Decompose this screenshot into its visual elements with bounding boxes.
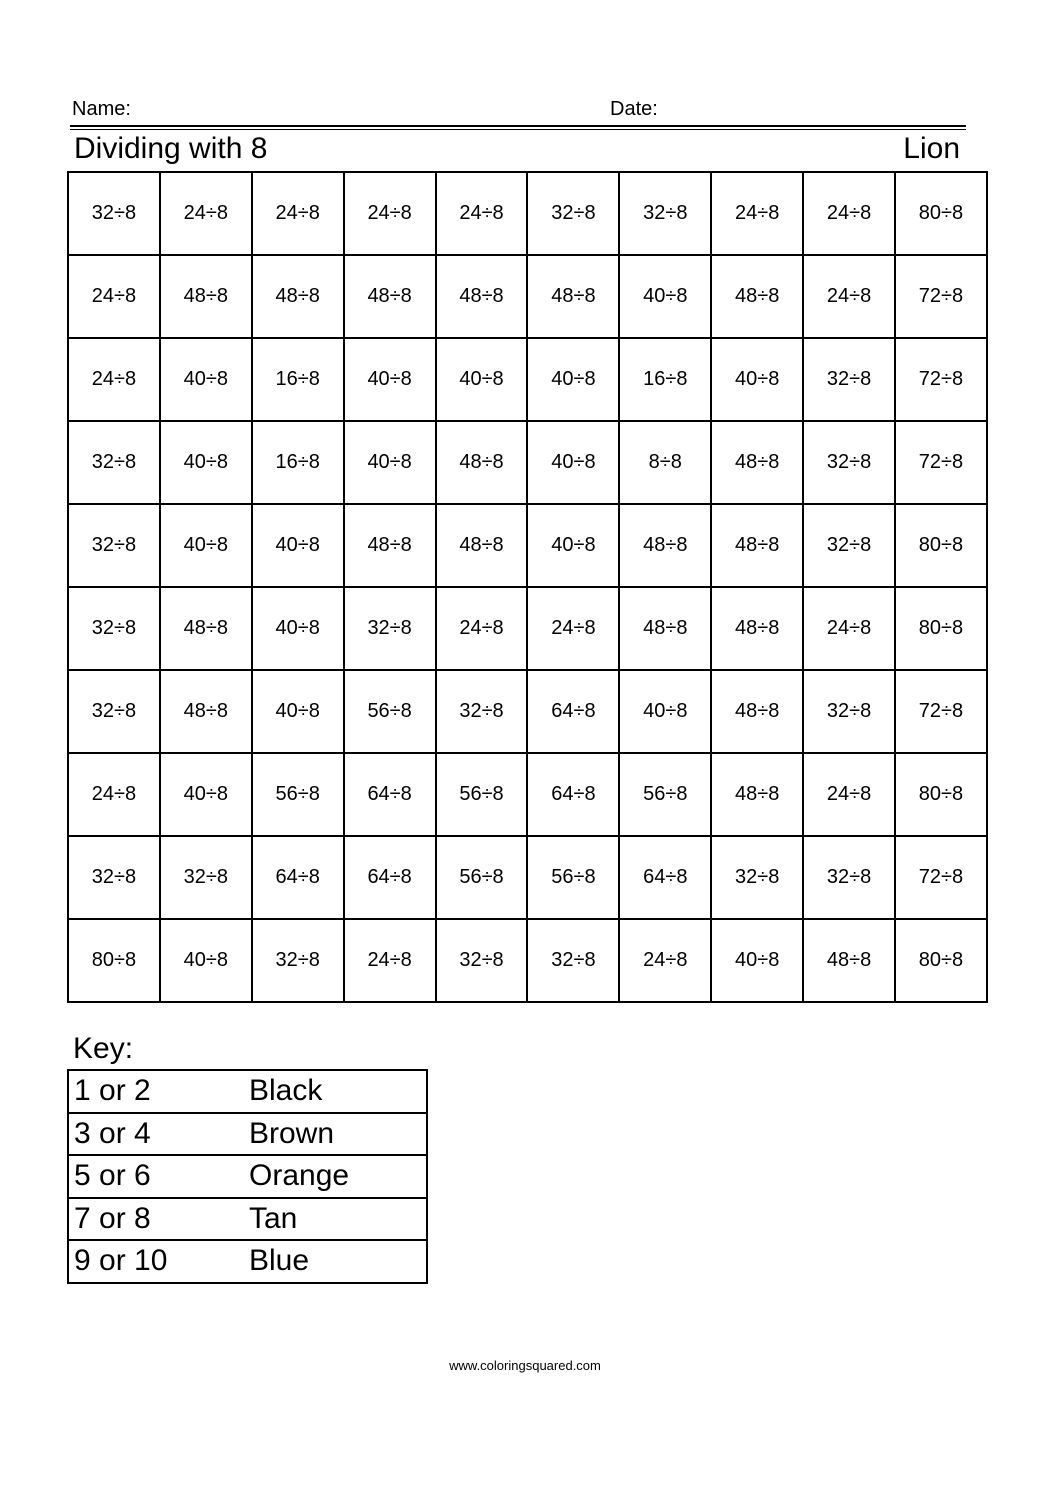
grid-cell: 48÷8: [160, 255, 252, 338]
grid-cell: 64÷8: [344, 836, 436, 919]
key-color: Brown: [249, 1113, 427, 1156]
grid-cell: 56÷8: [436, 753, 528, 836]
date-label: Date:: [610, 98, 658, 120]
grid-cell: 72÷8: [895, 255, 987, 338]
grid-cell: 80÷8: [895, 504, 987, 587]
grid-cell: 48÷8: [711, 421, 803, 504]
grid-cell: 48÷8: [619, 504, 711, 587]
grid-cell: 40÷8: [711, 338, 803, 421]
key-row: [68, 1113, 427, 1156]
grid-cell: 32÷8: [68, 587, 160, 670]
grid-cell: 40÷8: [527, 338, 619, 421]
grid-cell: 32÷8: [619, 172, 711, 255]
grid-cell: 64÷8: [619, 836, 711, 919]
grid-cell: 56÷8: [619, 753, 711, 836]
grid-cell: 48÷8: [711, 753, 803, 836]
grid-cell: 80÷8: [895, 587, 987, 670]
grid-cell: 48÷8: [711, 587, 803, 670]
grid-cell: 80÷8: [68, 919, 160, 1002]
title-row: [70, 132, 962, 172]
grid-cell: 48÷8: [527, 255, 619, 338]
grid-cell: 40÷8: [252, 670, 344, 753]
key-range: 1 or 2: [68, 1070, 249, 1113]
grid-cell: 48÷8: [252, 255, 344, 338]
grid-cell: 32÷8: [527, 172, 619, 255]
grid-cell: 48÷8: [436, 255, 528, 338]
grid-cell: 32÷8: [252, 919, 344, 1002]
grid-cell: 24÷8: [68, 753, 160, 836]
grid-cell: 16÷8: [619, 338, 711, 421]
grid-cell: 32÷8: [711, 836, 803, 919]
grid-cell: 24÷8: [344, 919, 436, 1002]
grid-cell: 72÷8: [895, 338, 987, 421]
grid-cell: 32÷8: [803, 670, 895, 753]
grid-cell: 48÷8: [436, 421, 528, 504]
grid-row: [68, 338, 987, 421]
grid-cell: 24÷8: [436, 172, 528, 255]
grid-cell: 24÷8: [803, 753, 895, 836]
grid-cell: 16÷8: [252, 421, 344, 504]
worksheet-title: Dividing with 8: [74, 132, 268, 165]
grid-cell: 64÷8: [527, 670, 619, 753]
grid-cell: 24÷8: [527, 587, 619, 670]
grid-cell: 40÷8: [527, 504, 619, 587]
grid-cell: 40÷8: [252, 504, 344, 587]
grid-cell: 32÷8: [803, 836, 895, 919]
grid-cell: 32÷8: [436, 919, 528, 1002]
grid-row: [68, 670, 987, 753]
grid-cell: 40÷8: [160, 919, 252, 1002]
grid-cell: 24÷8: [711, 172, 803, 255]
key-color: Black: [249, 1070, 427, 1113]
grid-cell: 8÷8: [619, 421, 711, 504]
grid-cell: 72÷8: [895, 421, 987, 504]
grid-cell: 80÷8: [895, 172, 987, 255]
key-row: [68, 1155, 427, 1198]
color-key-table: [67, 1069, 428, 1284]
key-title: Key:: [73, 1032, 134, 1065]
grid-cell: 40÷8: [344, 421, 436, 504]
grid-cell: 56÷8: [344, 670, 436, 753]
grid-cell: 32÷8: [68, 421, 160, 504]
key-range: 7 or 8: [68, 1198, 249, 1241]
grid-cell: 48÷8: [619, 587, 711, 670]
grid-row: [68, 587, 987, 670]
grid-cell: 72÷8: [895, 670, 987, 753]
problem-grid: [67, 171, 988, 1003]
grid-cell: 32÷8: [527, 919, 619, 1002]
grid-row: [68, 753, 987, 836]
grid-cell: 32÷8: [803, 338, 895, 421]
grid-row: [68, 172, 987, 255]
key-row: [68, 1198, 427, 1241]
grid-cell: 80÷8: [895, 753, 987, 836]
grid-cell: 24÷8: [160, 172, 252, 255]
grid-cell: 32÷8: [68, 172, 160, 255]
grid-cell: 48÷8: [160, 587, 252, 670]
grid-cell: 56÷8: [252, 753, 344, 836]
grid-row: [68, 836, 987, 919]
key-row: [68, 1070, 427, 1113]
grid-cell: 56÷8: [436, 836, 528, 919]
grid-cell: 32÷8: [68, 504, 160, 587]
grid-cell: 40÷8: [160, 504, 252, 587]
grid-cell: 40÷8: [160, 421, 252, 504]
grid-row: [68, 504, 987, 587]
name-label: Name:: [72, 98, 131, 120]
grid-cell: 48÷8: [344, 504, 436, 587]
grid-cell: 48÷8: [711, 255, 803, 338]
grid-cell: 24÷8: [803, 587, 895, 670]
grid-cell: 64÷8: [527, 753, 619, 836]
grid-cell: 24÷8: [252, 172, 344, 255]
grid-cell: 24÷8: [68, 255, 160, 338]
grid-cell: 80÷8: [895, 919, 987, 1002]
grid-cell: 40÷8: [160, 338, 252, 421]
grid-cell: 32÷8: [803, 504, 895, 587]
grid-cell: 40÷8: [711, 919, 803, 1002]
grid-cell: 24÷8: [619, 919, 711, 1002]
grid-cell: 72÷8: [895, 836, 987, 919]
grid-cell: 40÷8: [619, 670, 711, 753]
key-row: [68, 1240, 427, 1283]
picture-name: Lion: [903, 132, 960, 165]
grid-cell: 48÷8: [711, 504, 803, 587]
grid-row: [68, 255, 987, 338]
key-range: 5 or 6: [68, 1155, 249, 1198]
grid-cell: 32÷8: [436, 670, 528, 753]
grid-cell: 48÷8: [803, 919, 895, 1002]
grid-cell: 40÷8: [619, 255, 711, 338]
key-range: 3 or 4: [68, 1113, 249, 1156]
grid-row: [68, 421, 987, 504]
grid-cell: 48÷8: [344, 255, 436, 338]
grid-cell: 56÷8: [527, 836, 619, 919]
grid-cell: 64÷8: [252, 836, 344, 919]
name-date-line: [70, 96, 966, 124]
grid-cell: 64÷8: [344, 753, 436, 836]
key-color: Orange: [249, 1155, 427, 1198]
grid-cell: 40÷8: [344, 338, 436, 421]
grid-cell: 32÷8: [68, 670, 160, 753]
grid-cell: 32÷8: [160, 836, 252, 919]
grid-cell: 24÷8: [803, 172, 895, 255]
grid-cell: 24÷8: [803, 255, 895, 338]
grid-row: [68, 919, 987, 1002]
grid-cell: 48÷8: [436, 504, 528, 587]
grid-cell: 40÷8: [527, 421, 619, 504]
grid-cell: 40÷8: [160, 753, 252, 836]
grid-cell: 16÷8: [252, 338, 344, 421]
grid-cell: 24÷8: [436, 587, 528, 670]
key-range: 9 or 10: [68, 1240, 249, 1283]
grid-cell: 24÷8: [68, 338, 160, 421]
footer-url: www.coloringsquared.com: [449, 1358, 601, 1373]
grid-cell: 40÷8: [252, 587, 344, 670]
grid-cell: 48÷8: [711, 670, 803, 753]
key-color: Blue: [249, 1240, 427, 1283]
grid-cell: 32÷8: [344, 587, 436, 670]
grid-cell: 24÷8: [344, 172, 436, 255]
grid-cell: 48÷8: [160, 670, 252, 753]
grid-cell: 32÷8: [803, 421, 895, 504]
header-divider: [70, 125, 966, 130]
grid-cell: 40÷8: [436, 338, 528, 421]
grid-cell: 32÷8: [68, 836, 160, 919]
key-color: Tan: [249, 1198, 427, 1241]
